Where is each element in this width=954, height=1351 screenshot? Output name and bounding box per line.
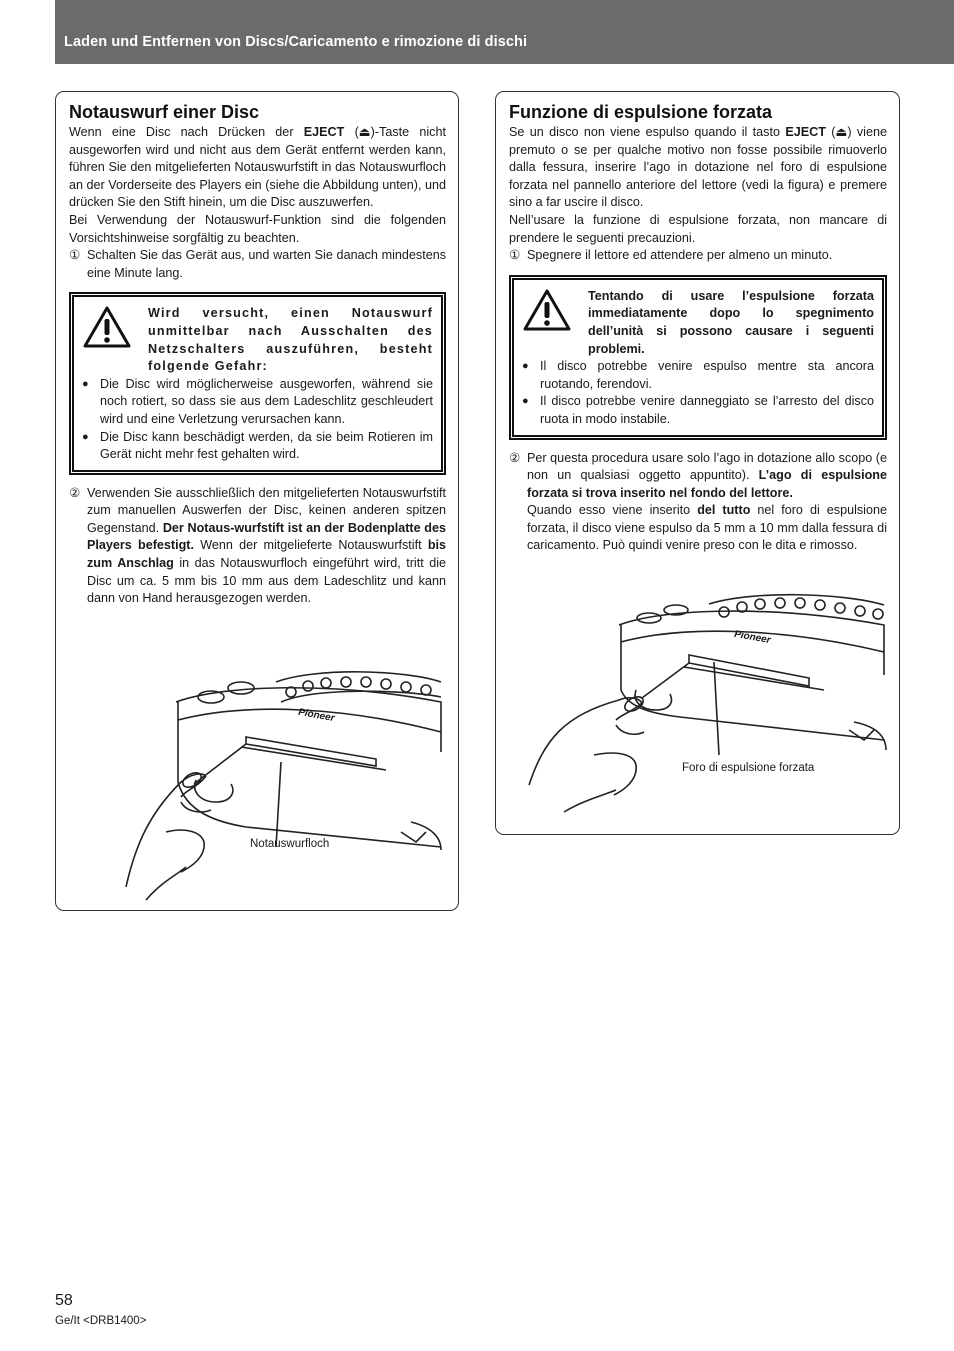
intro-text: Wenn eine Disc nach Drücken der [69,125,304,139]
step-text [527,450,887,556]
step-number: ① [509,248,521,263]
step-number: ② [509,450,521,465]
eject-symbol-icon: (⏏) [344,125,375,139]
warning-bullet-text: Die Disc wird möglicherweise ausgeworfen, während sie noch rotiert, so dass sie aus dem Ladeschlitz geschleudert wird und eine Verletzung verursachen kann. [100,376,433,426]
warning-bullet-text: Die Disc kann beschädigt werden, da sie beim Rotieren im Gerät nicht mehr fest gehalten wird. [100,429,433,462]
warning-triangle-icon [82,305,148,355]
step-number: ① [69,248,81,263]
bullet-dot-icon: ● [522,360,529,373]
step-text-part: Quando esso viene inserito [527,503,698,518]
header-title: Laden und Entfernen von Discs/Caricamento e rimozione di dischi [64,34,528,50]
section-body [69,124,446,608]
step-1 [69,247,446,282]
warning-bullet [82,429,433,464]
player-drawing-icon [524,590,894,820]
warning-box [69,292,446,474]
eject-symbol-icon: (⏏) [825,125,852,139]
step-text-part: Verwenden Sie ausschließlich den mitgelieferten Notauswurfstift zum manuellen Auswerfen der Disc, keinen anderen spitzen Gegenstand. [87,485,446,535]
warning-box [509,275,887,440]
brand-logo: Pioneer [733,628,772,647]
warning-bullet-text: Il disco potrebbe venire espulso mentre sta ancora ruotando, ferendovi. [540,359,874,391]
player-illustration [86,662,446,902]
step-text-bold: del tutto [697,503,751,518]
step-text-part: Per questa procedura usare solo l’ago in dotazione allo scopo (e non un qualsiasi oggetto appuntito). [527,450,887,483]
eject-label: EJECT [785,125,826,139]
precaution-text: Nell’usare la funzione di espulsione forzata, non mancare di prendere le seguenti precauzioni. [509,212,887,245]
section-body [509,124,887,555]
intro-paragraph [69,124,446,212]
eject-label: EJECT [303,125,345,139]
warning-head [82,305,433,375]
warning-bullet [82,376,433,429]
brand-logo: Pioneer [297,706,336,725]
section-heading: Funzione di espulsione forzata [509,102,773,122]
step-number: ② [69,485,81,500]
model-code: Ge/It <DRB1400> [55,1315,147,1327]
step-text-bold: Der Notaus-wurfstift ist an der Bodenplatte des Players befestigt. [87,520,447,553]
section-german [55,91,459,911]
step-2 [509,450,887,556]
step-text-part: nel foro di espulsione forzata, il disco viene espulso da 5 mm a 10 mm dalla fessura di caricamento. Può quindi venire preso con le dita e rimosso. [527,503,887,553]
bullet-dot-icon: ● [522,395,529,408]
warning-bullet [522,358,874,393]
header-bar [55,0,954,64]
player-illustration [524,590,894,820]
step-text-bold: L’ago di espulsione forzata si trova inserito nel fondo del lettore. [527,468,887,500]
figure-label: Foro di espulsione forzata [682,762,815,774]
page-number: 58 [55,1292,73,1309]
bullet-dot-icon: ● [82,430,89,443]
warning-triangle-icon [522,288,588,338]
bullet-dot-icon: ● [82,377,89,390]
warning-head [522,288,874,358]
figure-label: Notauswurfloch [250,838,330,850]
section-heading: Notauswurf einer Disc [69,102,260,122]
warning-title: Wird versucht, einen Notauswurf unmittelbar nach Ausschalten des Netzschalters auszuführen, besteht folgende Gefahr: [148,306,433,374]
warning-bullet [522,393,874,428]
step-1 [509,247,887,265]
step-text [87,485,446,608]
step-text: Schalten Sie das Gerät aus, und warten Sie danach mindestens eine Minute lang. [87,248,446,280]
step-text-part: in das Notauswurfloch eingeführt wird, tritt die Disc um ca. 5 mm bis 10 mm aus dem Ladeschlitz und kann dann von Hand herausgezogen werden. [87,556,447,606]
step-2 [69,485,446,608]
intro-text-cont: -Taste nicht ausgeworfen wird und nicht aus dem Gerät entfernt werden kann, führen Sie den mitgelieferten Notauswurfstift in das Notauswurfloch an der Vorderseite des Players ein (siehe die Abbildung unten), und drücken Sie den Stift hinein, um die Disc auszuwerfen. [69,125,446,210]
intro-paragraph [509,124,887,212]
warning-title: Tentando di usare l’espulsione forzata immediatamente dopo lo spegnimento dell’unità si possono causare i seguenti problemi. [588,288,874,356]
player-drawing-icon [86,662,446,902]
step-text: Spegnere il lettore ed attendere per almeno un minuto. [527,248,833,263]
intro-text-cont: viene premuto o se per qualche motivo non fosse possibile rimuoverlo dalla fessura, inserire l’ago in dotazione nel foro di espulsione forzata nel pannello anteriore del lettore (vedi la figura) e premere sino a far uscire il disco. [509,125,887,210]
precaution-text: Bei Verwendung der Notauswurf-Funktion sind die folgenden Vorsichtshinweise sorgfältig zu beachten. [69,212,446,245]
step-text-part: Wenn der mitgelieferte Notauswurfstift [194,538,428,553]
step-text-bold: bis zum Anschlag [87,538,447,571]
intro-text: Se un disco non viene espulso quando il tasto [509,125,786,139]
section-italian [495,91,900,835]
warning-bullet-text: Il disco potrebbe venire danneggiato se l’arresto del disco ruota in modo instabile. [540,394,874,426]
